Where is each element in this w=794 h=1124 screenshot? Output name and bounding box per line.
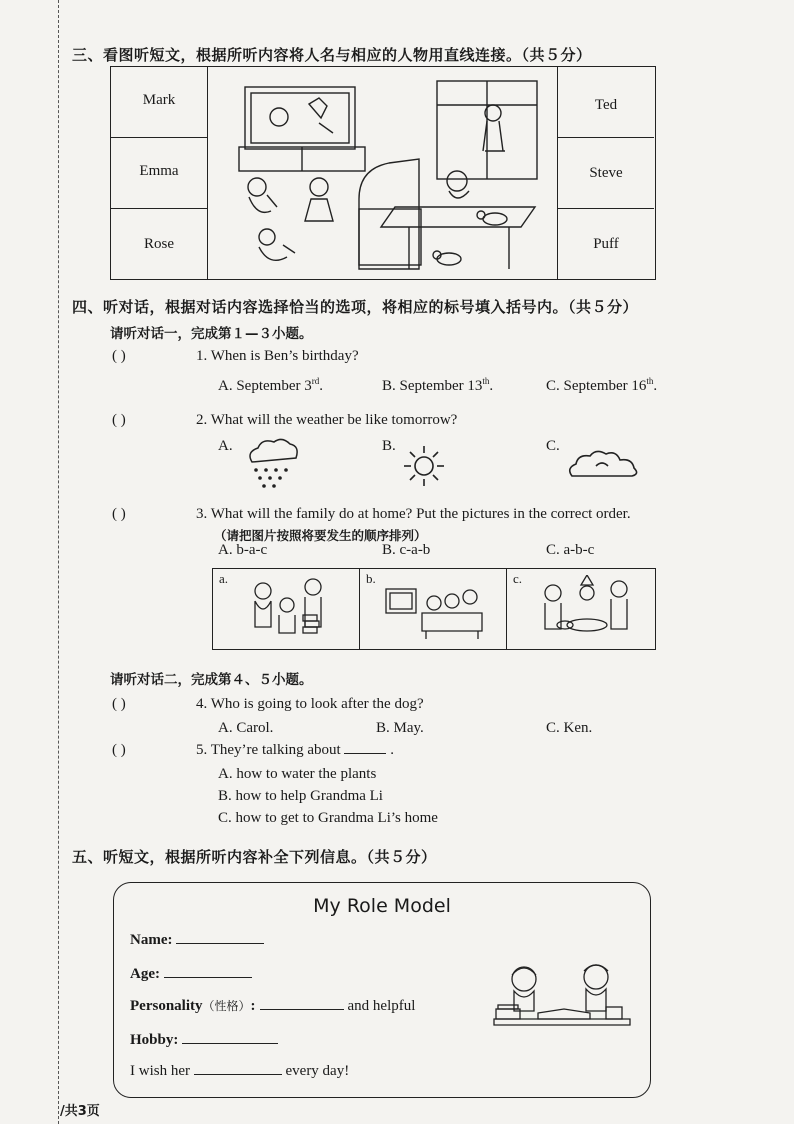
name-cell-puff: Puff bbox=[593, 236, 619, 252]
rain-cloud-icon bbox=[244, 438, 300, 490]
q3-picture-b-label: b. bbox=[366, 571, 376, 586]
sun-icon bbox=[402, 444, 446, 488]
name-row: Name: bbox=[130, 931, 264, 949]
q1-option-a: A. September 3rd. bbox=[218, 376, 323, 394]
q4-option-c: C. Ken. bbox=[546, 720, 593, 736]
family-building-blocks-icon bbox=[241, 575, 341, 643]
q3-option-b: B. c-a-b bbox=[382, 542, 431, 558]
cloud-icon bbox=[566, 446, 644, 482]
family-birthday-party-icon bbox=[535, 575, 635, 643]
personality-blank[interactable] bbox=[260, 1009, 344, 1010]
answer-paren-q2[interactable]: ( ) bbox=[112, 412, 126, 428]
name-cell-emma: Emma bbox=[111, 138, 207, 209]
name-cell-mark: Mark bbox=[111, 67, 207, 138]
role-model-card bbox=[113, 882, 651, 1098]
name-cell-ted: Ted bbox=[558, 67, 654, 138]
answer-paren-q5[interactable]: ( ) bbox=[112, 742, 126, 758]
name-cell-rose: Rose bbox=[144, 236, 174, 252]
wish-row: I wish her every day! bbox=[130, 1063, 350, 1079]
answer-paren-q4[interactable]: ( ) bbox=[112, 696, 126, 712]
q3-picture-c-label: c. bbox=[513, 571, 523, 586]
dialog1-instruction: 请听对话一，完成第１—３小题。 bbox=[110, 326, 313, 342]
q3-pictures-box bbox=[212, 568, 656, 650]
q4-option-b: B. May. bbox=[376, 720, 424, 736]
q3-picture-b bbox=[360, 569, 507, 649]
q3-picture-a-label: a. bbox=[219, 571, 229, 586]
living-room-scene-icon bbox=[209, 69, 555, 277]
age-row: Age: bbox=[130, 965, 252, 983]
hobby-blank[interactable] bbox=[182, 1043, 278, 1044]
answer-paren-q1[interactable]: ( ) bbox=[112, 348, 126, 364]
q4-option-a: A. Carol. bbox=[218, 720, 274, 736]
girls-studying-icon bbox=[488, 961, 636, 1041]
q1-option-b: B. September 13th. bbox=[382, 376, 494, 394]
question-4: 4. Who is going to look after the dog? bbox=[196, 696, 424, 712]
q5-option-b: B. how to help Grandma Li bbox=[218, 788, 383, 804]
q3-option-c: C. a-b-c bbox=[546, 542, 595, 558]
q3-picture-a bbox=[213, 569, 360, 649]
wish-blank[interactable] bbox=[194, 1074, 282, 1075]
binding-margin-line bbox=[58, 0, 59, 1124]
section5-title: 五、听短文，根据所听内容补全下列信息。（共５分） bbox=[72, 848, 437, 866]
question-3-hint: （请把图片按照将要发生的顺序排列） bbox=[214, 528, 427, 543]
section3-matching-box bbox=[110, 66, 656, 280]
q1-option-c: C. September 16th. bbox=[546, 376, 658, 394]
question-3: 3. What will the family do at home? Put the pictures in the correct order. bbox=[196, 506, 631, 522]
q2-option-c: C. bbox=[546, 438, 560, 454]
question-5: 5. They’re talking about . bbox=[196, 742, 394, 758]
hobby-row: Hobby: bbox=[130, 1031, 278, 1049]
q2-option-b: B. bbox=[382, 438, 396, 454]
q3-option-a: A. b-a-c bbox=[218, 542, 268, 558]
card-title: My Role Model bbox=[313, 895, 451, 917]
q5-option-c: C. how to get to Grandma Li’s home bbox=[218, 810, 438, 826]
section3-title: 三、看图听短文，根据所听内容将人名与相应的人物用直线连接。（共５分） bbox=[72, 46, 592, 64]
q2-option-a: A. bbox=[218, 438, 233, 454]
name-cell-steve: Steve bbox=[558, 138, 654, 209]
q5-option-a: A. how to water the plants bbox=[218, 766, 377, 782]
dialog2-instruction: 请听对话二，完成第４、５小题。 bbox=[110, 672, 313, 688]
age-blank[interactable] bbox=[164, 977, 252, 978]
question-2: 2. What will the weather be like tomorrow? bbox=[196, 412, 458, 428]
answer-paren-q3[interactable]: ( ) bbox=[112, 506, 126, 522]
q5-blank[interactable] bbox=[344, 753, 386, 754]
section4-title: 四、听对话，根据对话内容选择恰当的选项，将相应的标号填入括号内。（共５分） bbox=[72, 298, 639, 316]
name-blank[interactable] bbox=[176, 943, 264, 944]
page-number: /共3页 bbox=[60, 1104, 100, 1119]
q3-picture-c bbox=[507, 569, 653, 649]
question-1: 1. When is Ben’s birthday? bbox=[196, 348, 359, 364]
family-watching-tv-icon bbox=[382, 575, 492, 643]
personality-row: Personality（性格）: and helpful bbox=[130, 998, 416, 1014]
